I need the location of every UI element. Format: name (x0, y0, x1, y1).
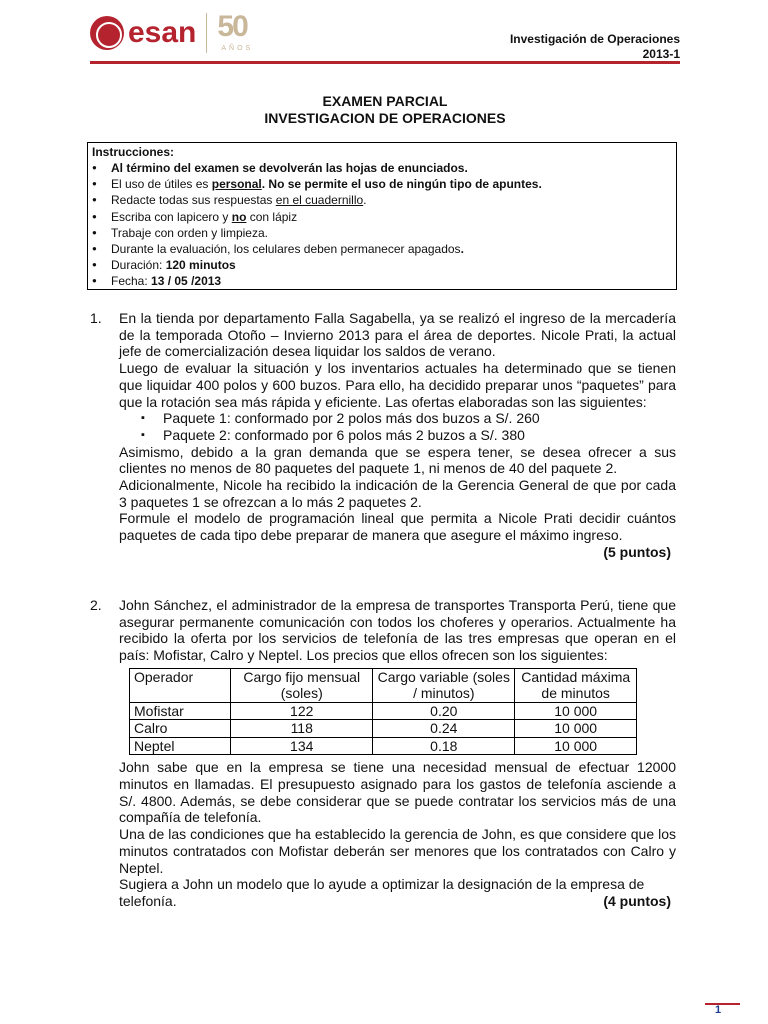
instruction-item: ● El uso de útiles es personal. No se permite el uso de ningún tipo de apuntes. (92, 176, 672, 192)
variable-charge-cell: 0.18 (373, 737, 515, 755)
paragraph: Sugiera a John un modelo que lo ayude a optimizar la designación de la empresa de telefonía. (119, 876, 645, 909)
instruction-item: ● Durante la evaluación, los celulares deben permanecer apagados. (92, 241, 672, 257)
table-row (130, 737, 637, 755)
column-header: Cargo variable (soles / minutos) (373, 668, 515, 702)
max-minutes-cell: 10 000 (515, 720, 637, 738)
exam-title: EXAMEN PARCIAL (322, 93, 448, 109)
operator-cell: Calro (130, 720, 231, 738)
fixed-charge-cell: 134 (231, 737, 373, 755)
instruction-item: ● Trabaje con orden y limpieza. (92, 225, 672, 241)
instruction-item: ● Duración: 120 minutos (92, 257, 672, 273)
paragraph: Formule el modelo de programación lineal que permita a Nicole Prati decidir cuántos paquetes de cada tipo debe preparar de manera que asegure el máximo ingreso. (119, 510, 676, 544)
instructions-label: Instrucciones: (92, 145, 175, 159)
points-label: (5 puntos) (603, 543, 671, 560)
table-header-row (130, 668, 637, 702)
logo-text: esan (128, 16, 197, 49)
anniversary-number: 50 (217, 10, 247, 43)
package-list (119, 410, 676, 443)
question-body (119, 310, 676, 561)
paragraph: Adicionalmente, Nicole ha recibido la indicación de la Gerencia General de que por cada 3 paquetes 1 se ofrezcan a lo más 2 paquetes 2. (119, 477, 676, 510)
column-header: Cargo fijo mensual (soles) (231, 668, 373, 702)
paragraph: Una de las condiciones que ha establecido la gerencia de John, es que considere que los minutos contratados con Mofistar deberán ser menores que los contratados con Calro y Neptel. (119, 826, 676, 876)
course-term: 2013-1 (642, 47, 680, 61)
instructions-box (87, 142, 677, 290)
paragraph: Asimismo, debido a la gran demanda que se espera tener, se desea ofrecer a sus clientes no menos de 80 paquetes del paquete 1, ni menos de 40 del paquete 2. (119, 443, 676, 477)
instruction-item: ● Redacte todas sus respuestas en el cuadernillo. (92, 192, 672, 208)
instruction-item: ● Al término del examen se devolverán las hojas de enunciados. (92, 160, 672, 176)
paragraph: John sabe que en la empresa se tiene una necesidad mensual de efectuar 12000 minutos en llamadas. El presupuesto asignado para los gastos de telefonía asciende a S/. 4800. Además, se debe considerar que se puede contratar los servicios más de una compañía de telefonía. (119, 759, 676, 826)
paragraph: John Sánchez, el administrador de la empresa de transportes Transporta Perú, tiene que asegurar permanente comunicación con todos los choferes y operarios. Actualmente ha recibido la oferta por los servicios de telefonía de las tres empresas que operan en el país: Mofistar, Calro y Neptel. Los precios que ellos ofrecen son los siguientes: (119, 597, 676, 664)
points-label: (4 puntos) (603, 892, 671, 909)
package-item: ▪ Paquete 1: conformado por 2 polos más dos buzos a S/. 260 (139, 410, 676, 427)
fixed-charge-cell: 122 (231, 702, 373, 720)
operator-cell: Neptel (130, 737, 231, 755)
operators-table (129, 668, 637, 756)
header-course-info (510, 32, 680, 62)
max-minutes-cell: 10 000 (515, 737, 637, 755)
page-number: 1 (715, 1004, 722, 1016)
paragraph: En la tienda por departamento Falla Sagabella, ya se realizó el ingreso de la mercadería de la temporada Otoño – Invierno 2013 para el área de deportes. Nicole Prati, la actual jefe de comercialización desea liquidar los saldos de verano. (119, 310, 676, 360)
instruction-item: ● Fecha: 13 / 05 /2013 (92, 273, 672, 289)
max-minutes-cell: 10 000 (515, 702, 637, 720)
course-name: Investigación de Operaciones (509, 32, 680, 46)
variable-charge-cell: 0.20 (373, 702, 515, 720)
footer-rule (705, 1003, 740, 1005)
question-body (119, 597, 676, 909)
column-header: Operador (130, 668, 231, 702)
esan-seal-icon (90, 16, 124, 50)
paragraph: Luego de evaluar la situación y los inventarios actuales ha determinado que se tienen que liquidar 400 polos y 600 buzos. Para ello, ha decidido preparar unos “paquetes” para que la rotación sea más rápida y eficiente. Las ofertas elaboradas son las siguientes: (119, 360, 676, 410)
instruction-item: ● Escriba con lapicero y no con lápiz (92, 209, 672, 225)
table-row (130, 720, 637, 738)
header-rule (90, 61, 680, 64)
esan-logo (90, 12, 261, 54)
variable-charge-cell: 0.24 (373, 720, 515, 738)
question-number: 2. (90, 597, 102, 613)
page-header (90, 10, 680, 61)
anniversary-word: AÑOS (221, 45, 254, 52)
logo-divider (206, 13, 207, 53)
column-header: Cantidad máxima de minutos (515, 668, 637, 702)
package-item: ▪ Paquete 2: conformado por 6 polos más 2 buzos a S/. 380 (139, 427, 676, 444)
table-row (130, 702, 637, 720)
operator-cell: Mofistar (130, 702, 231, 720)
question-1 (90, 310, 676, 561)
question-2 (90, 597, 676, 909)
question-number: 1. (90, 310, 102, 326)
instructions-list (92, 160, 672, 290)
fixed-charge-cell: 118 (231, 720, 373, 738)
anniversary-mark (217, 10, 261, 53)
exam-subtitle: INVESTIGACION DE OPERACIONES (264, 110, 506, 126)
